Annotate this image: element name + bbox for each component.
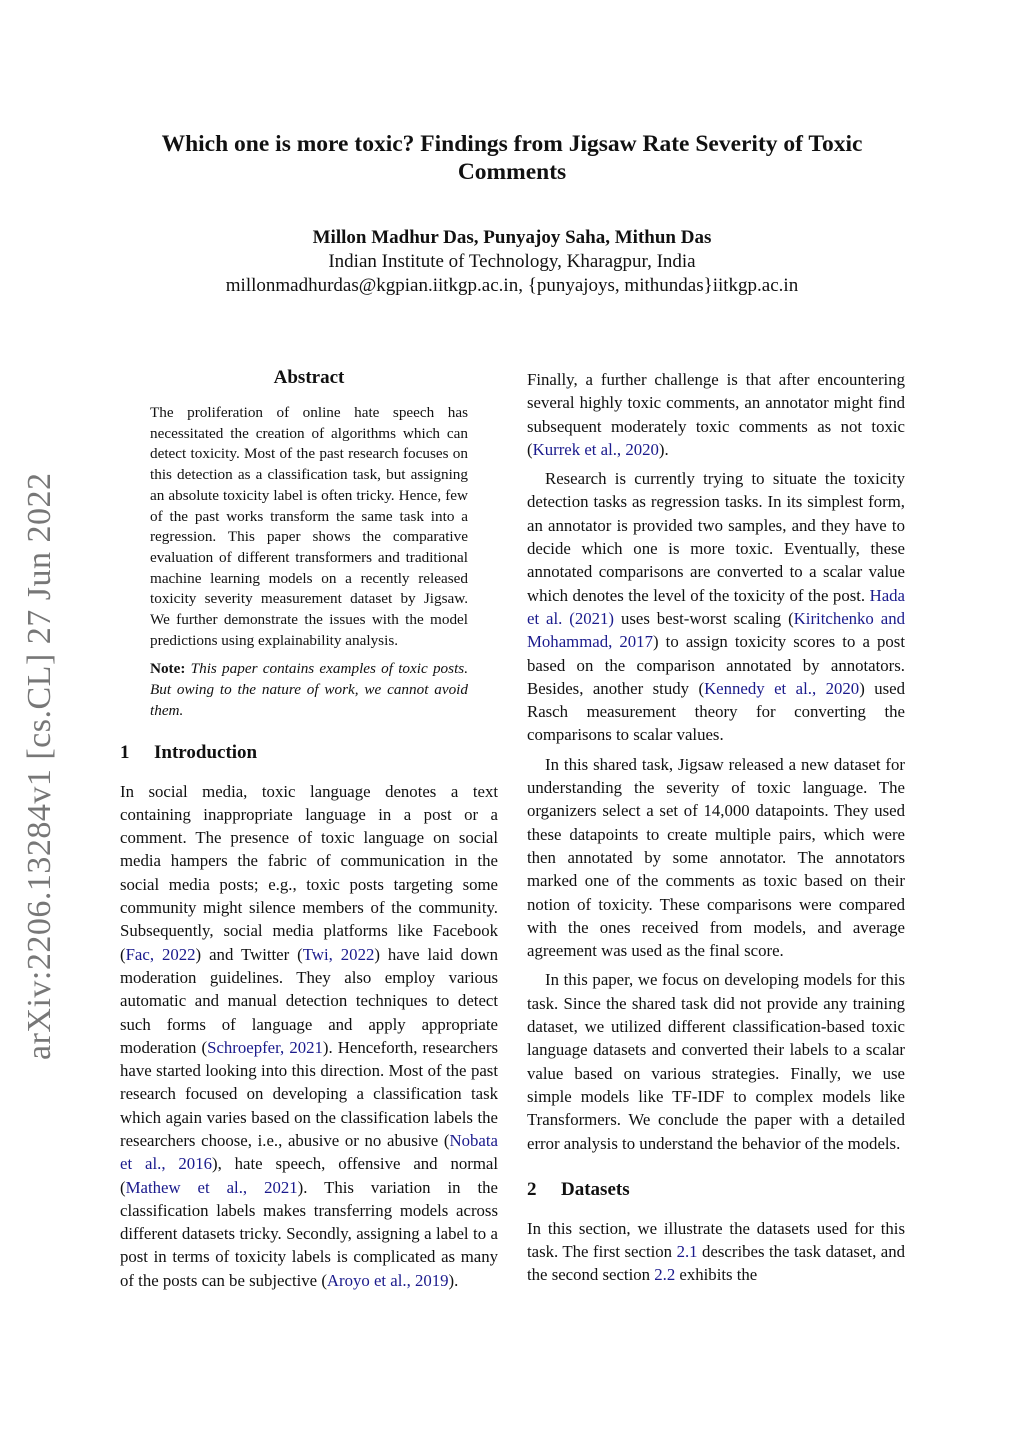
citation-link[interactable]: Nobata et al., 2016 [120, 1131, 498, 1174]
body-paragraph: In this paper, we focus on developing models for this task. Since the shared task did not provide any training dataset, we utilized different classification-based toxic language datasets and converted their labels to a scalar value based on various strategies. Finally, we use simple models like TF-IDF to complex models like Transformers. We conclude the paper with a detailed error analysis to understand the behavior of the models. [527, 970, 905, 1153]
author-list: Millon Madhur Das, Punyajoy Saha, Mithun Das [312, 227, 712, 248]
body-paragraph [527, 368, 905, 461]
paper-title: Which one is more toxic? Findings from Jigsaw Rate Severity of Toxic Comments [161, 131, 863, 185]
body-text: ) used Rasch measurement theory for converting the comparisons to scalar values. [527, 678, 906, 745]
intro-text: ). This variation in the classification labels makes transferring models across different datasets tricky. Secondly, assigning a label to a post in terms of toxicity labels is complicated as many of the posts can be subjective ( [120, 1177, 498, 1290]
citation-link[interactable]: Kurrek et al., 2020 [532, 439, 659, 459]
body-paragraph [527, 467, 905, 747]
citation-link[interactable]: Aroyo et al., 2019 [326, 1270, 449, 1290]
left-column [120, 365, 498, 1292]
intro-text: In social media, toxic language denotes a text containing inappropriate language in a post or a comment. The presence of toxic language on social media hampers the fabric of communication in the social media posts; e.g., toxic posts targeting some community might silence members of the community. Subsequently, social media platforms like Facebook ( [120, 781, 498, 964]
section-title: Introduction [154, 741, 258, 763]
body-text: In this section, we illustrate the datasets used for this task. The first section [527, 1218, 905, 1262]
citation-link[interactable]: Mathew et al., 2021 [125, 1177, 298, 1197]
introduction-paragraph [120, 780, 498, 1293]
citation-link[interactable]: Schroepfer, 2021 [207, 1037, 323, 1057]
body-text: Finally, a further challenge is that after encountering several highly toxic comments, an annotator might find subsequent moderately toxic comments as not toxic ( [527, 370, 905, 459]
section-heading-introduction [120, 740, 498, 766]
note-text: This paper contains examples of toxic posts. But owing to the nature of work, we cannot avoid them. [150, 660, 468, 719]
intro-text: ), hate speech, offensive and normal ( [120, 1154, 498, 1197]
affiliation: Indian Institute of Technology, Kharagpur, India [328, 251, 696, 272]
section-number: 1 [120, 741, 130, 763]
section-heading-datasets [527, 1177, 905, 1203]
body-text: exhibits the [675, 1265, 758, 1285]
abstract-text: The proliferation of online hate speech has necessitated the creation of algorithms which can detect toxicity. Most of the past research focuses on this detection as a classification task, but assigning an absolute toxicity label is often tricky. Hence, few of the past works transform the same task into a regression. This paper shows the comparative evaluation of different transformers and traditional machine learning models on a recently released toxicity severity measurement dataset by Jigsaw. We further demonstrate the issues with the model predictions using explainability analysis. [150, 404, 468, 649]
abstract-heading: Abstract [273, 367, 345, 388]
body-text: uses best-worst scaling ( [614, 608, 794, 628]
citation-link[interactable]: Twi, 2022 [302, 944, 375, 964]
intro-text: ) and Twitter ( [195, 944, 303, 964]
arxiv-identifier: arXiv:2206.13284v1 [cs.CL] 27 Jun 2022 [21, 472, 58, 1060]
body-text: ) to assign toxicity scores to a post based on the comparison annotated by annotators. Besides, another study ( [527, 632, 905, 698]
body-text: ). [658, 439, 669, 459]
body-text: Research is currently trying to situate the toxicity detection tasks as regression tasks. In its simplest form, an annotator is provided two samples, and they have to decide which one is more toxic. Eventually, these annotated comparisons are converted to a scalar value which denotes the level of the toxicity of the post. [527, 469, 905, 605]
intro-text: ). [448, 1270, 459, 1290]
note-label: Note: [150, 660, 186, 678]
section-title: Datasets [561, 1178, 630, 1200]
author-emails: millonmadhurdas@kgpian.iitkgp.ac.in, {punyajoys, mithundas}iitkgp.ac.in [225, 275, 799, 296]
section-ref-link[interactable]: 2.1 [676, 1242, 698, 1262]
section-ref-link[interactable]: 2.2 [654, 1265, 676, 1285]
citation-link[interactable]: Kiritchenko and Mohammad, 2017 [527, 608, 905, 652]
body-paragraph: In this shared task, Jigsaw released a new dataset for understanding the severity of toxic language. The organizers select a set of 14,000 datapoints. They used these datapoints to create multiple pairs, which were then annotated by some annotator. The annotators marked one of the comments as toxic based on their notion of toxicity. These comparisons were compared with the ones received from models, and average agreement was used as the final score. [527, 754, 905, 961]
citation-link[interactable]: Fac, 2022 [125, 944, 196, 964]
right-column [527, 368, 905, 1287]
intro-text: ). Henceforth, researchers have started looking into this direction. Most of the past research focused on developing a classification task which again varies based on the classification labels the researchers choose, i.e., abusive or no abusive ( [120, 1037, 498, 1150]
citation-link[interactable]: Hada et al. (2021) [527, 585, 905, 628]
body-paragraph [527, 1217, 905, 1287]
section-number: 2 [527, 1178, 537, 1200]
content-warning-note [150, 659, 468, 721]
body-text: describes the task dataset, and the second section [527, 1242, 905, 1285]
intro-text: ) have laid down moderation guidelines. They also employ various automatic and manual detection techniques to detect such forms of language and apply appropriate moderation ( [120, 944, 498, 1057]
citation-link[interactable]: Kennedy et al., 2020 [704, 678, 860, 698]
